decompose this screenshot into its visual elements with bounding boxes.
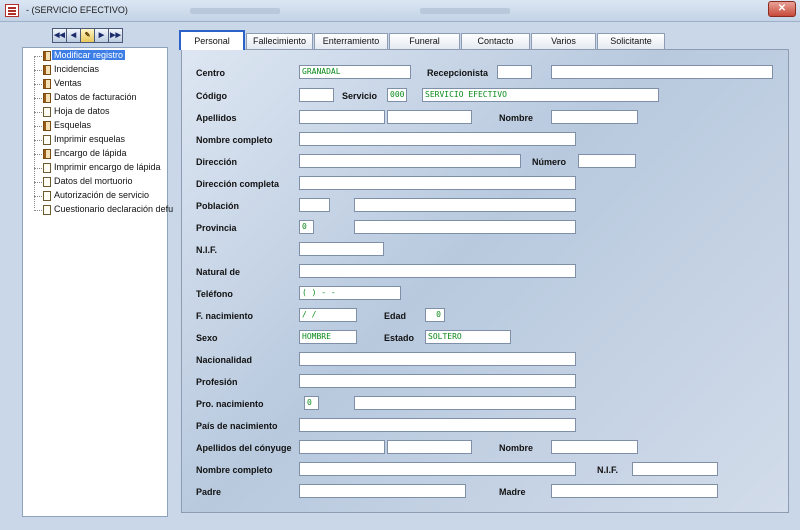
recepcionista-label: Recepcionista <box>427 68 489 78</box>
tree-item-label: Encargo de lápida <box>54 148 127 158</box>
servicio-name-field[interactable]: SERVICIO EFECTIVO <box>422 88 659 102</box>
document-icon <box>43 205 51 215</box>
nombre-completo-label: Nombre completo <box>196 135 273 145</box>
direccion-completa-field[interactable] <box>299 176 576 190</box>
main-panel <box>176 28 792 518</box>
tree-item[interactable] <box>23 49 169 63</box>
tree-item[interactable] <box>23 77 169 91</box>
nif-conyuge-label: N.I.F. <box>597 465 619 475</box>
tree-item[interactable] <box>23 161 169 175</box>
document-icon <box>43 163 51 173</box>
recepcionista-name-field[interactable] <box>551 65 773 79</box>
left-panel <box>22 28 174 518</box>
tree-connector <box>34 196 42 197</box>
document-icon <box>43 177 51 187</box>
poblacion-label: Población <box>196 201 240 211</box>
tree-item[interactable] <box>23 91 169 105</box>
provincia-label: Provincia <box>196 223 237 233</box>
edad-label: Edad <box>384 311 407 321</box>
direccion-field[interactable] <box>299 154 521 168</box>
book-icon <box>43 149 51 159</box>
tree-item[interactable] <box>23 189 169 203</box>
tree-connector <box>34 210 42 211</box>
tree-connector <box>34 168 42 169</box>
numero-label: Número <box>532 157 567 167</box>
nombre-completo-conyuge-field[interactable] <box>299 462 576 476</box>
previous-record-button[interactable]: ◀ <box>66 28 81 43</box>
tree-item-label: Ventas <box>54 78 82 88</box>
document-icon <box>43 191 51 201</box>
tab-enterramiento[interactable]: Enterramiento <box>314 33 388 49</box>
natural-label: Natural de <box>196 267 241 277</box>
apellidos-conyuge-label: Apellidos del cónyuge <box>196 443 292 453</box>
nif-conyuge-field[interactable] <box>632 462 718 476</box>
tab-personal[interactable]: Personal <box>179 30 245 50</box>
tree-item-label: Datos de facturación <box>54 92 137 102</box>
provincia-code-field[interactable]: 0 <box>299 220 314 234</box>
tab-fallecimiento[interactable]: Fallecimiento <box>246 33 313 49</box>
app-icon <box>5 4 19 17</box>
natural-field[interactable] <box>299 264 576 278</box>
tree-item-label: Imprimir esquelas <box>54 134 126 144</box>
tree-item-label: Imprimir encargo de lápida <box>54 162 161 172</box>
padre-label: Padre <box>196 487 222 497</box>
tree-item[interactable] <box>23 119 169 133</box>
record-navigation <box>52 28 122 44</box>
servicio-code-field[interactable]: 000 <box>387 88 407 102</box>
blurred-title-segment <box>420 8 510 14</box>
title-bar <box>0 0 800 22</box>
close-button[interactable]: ✕ <box>768 1 796 17</box>
sexo-field[interactable]: HOMBRE <box>299 330 357 344</box>
book-icon <box>43 65 51 75</box>
centro-field[interactable]: GRANADAL <box>299 65 411 79</box>
madre-label: Madre <box>499 487 526 497</box>
pro-nacimiento-name-field[interactable] <box>354 396 576 410</box>
pais-label: País de nacimiento <box>196 421 278 431</box>
tree-connector <box>34 98 42 99</box>
pais-field[interactable] <box>299 418 576 432</box>
estado-label: Estado <box>384 333 415 343</box>
apellido2-field[interactable] <box>387 110 472 124</box>
tab-contacto[interactable]: Contacto <box>461 33 530 49</box>
document-icon <box>43 135 51 145</box>
direccion-label: Dirección <box>196 157 238 167</box>
next-record-button[interactable]: ▶ <box>94 28 109 43</box>
tree-item[interactable] <box>23 133 169 147</box>
estado-field[interactable]: SOLTERO <box>425 330 511 344</box>
servicio-label: Servicio <box>342 91 378 101</box>
tree-item-label: Hoja de datos <box>54 106 110 116</box>
apellido1-field[interactable] <box>299 110 385 124</box>
nombre-field[interactable] <box>551 110 638 124</box>
nombre-conyuge-label: Nombre <box>499 443 534 453</box>
first-record-button[interactable]: ◀◀ <box>52 28 67 43</box>
padre-field[interactable] <box>299 484 466 498</box>
nombre-label: Nombre <box>499 113 534 123</box>
tree-item[interactable] <box>23 147 169 161</box>
codigo-field[interactable] <box>299 88 334 102</box>
apellidos-label: Apellidos <box>196 113 237 123</box>
profesion-label: Profesión <box>196 377 238 387</box>
nif-label: N.I.F. <box>196 245 218 255</box>
nif-field[interactable] <box>299 242 384 256</box>
tab-funeral[interactable]: Funeral <box>389 33 460 49</box>
recepcionista-code-field[interactable] <box>497 65 532 79</box>
blurred-title-segment <box>190 8 280 14</box>
provincia-name-field[interactable] <box>354 220 576 234</box>
apellido1-conyuge-field[interactable] <box>299 440 385 454</box>
tree-connector <box>34 126 42 127</box>
tree-connector <box>34 182 42 183</box>
poblacion-code-field[interactable] <box>299 198 330 212</box>
nombre-completo-conyuge-label: Nombre completo <box>196 465 273 475</box>
tree-item[interactable] <box>23 203 174 217</box>
tree-item-label: Datos del mortuorio <box>54 176 133 186</box>
edad-field[interactable]: 0 <box>425 308 445 322</box>
book-icon <box>43 51 51 61</box>
tree-connector <box>34 56 42 57</box>
tab-solicitante[interactable]: Solicitante <box>597 33 665 49</box>
tree-item[interactable] <box>23 105 169 119</box>
profesion-field[interactable] <box>299 374 576 388</box>
tree-item-label: Autorización de servicio <box>54 190 150 200</box>
nacionalidad-field[interactable] <box>299 352 576 366</box>
window-title: - (SERVICIO EFECTIVO) <box>26 5 128 15</box>
numero-field[interactable] <box>578 154 636 168</box>
direccion-completa-label: Dirección completa <box>196 179 280 189</box>
poblacion-name-field[interactable] <box>354 198 576 212</box>
personal-form <box>181 49 789 513</box>
tree-item[interactable] <box>23 175 169 189</box>
nombre-completo-field[interactable] <box>299 132 576 146</box>
actions-tree <box>22 47 174 517</box>
tree-item-label: Esquelas <box>54 120 92 130</box>
nacionalidad-label: Nacionalidad <box>196 355 253 365</box>
edit-record-button[interactable]: ✎ <box>80 28 95 43</box>
f-nacimiento-label: F. nacimiento <box>196 311 254 321</box>
tree-item-label: Modificar registro <box>54 50 124 60</box>
pro-nacimiento-code-field[interactable]: 0 <box>304 396 319 410</box>
tree-connector <box>34 140 42 141</box>
madre-field[interactable] <box>551 484 718 498</box>
pro-nacimiento-label: Pro. nacimiento <box>196 399 264 409</box>
centro-label: Centro <box>196 68 225 78</box>
tree-connector <box>34 70 42 71</box>
tree-item-label: Incidencias <box>54 64 100 74</box>
last-record-button[interactable]: ▶▶ <box>108 28 123 43</box>
book-icon <box>43 121 51 131</box>
apellido2-conyuge-field[interactable] <box>387 440 472 454</box>
telefono-label: Teléfono <box>196 289 233 299</box>
tree-connector <box>34 154 42 155</box>
sexo-label: Sexo <box>196 333 218 343</box>
book-icon <box>43 79 51 89</box>
codigo-label: Código <box>196 91 227 101</box>
tree-connector <box>34 112 42 113</box>
tree-connector <box>34 84 42 85</box>
document-icon <box>43 107 51 117</box>
telefono-field[interactable]: ( ) - - <box>299 286 401 300</box>
book-icon <box>43 93 51 103</box>
tree-item-label: Cuestionario declaración defu <box>54 204 174 214</box>
tab-varios[interactable]: Varios <box>531 33 596 49</box>
f-nacimiento-field[interactable]: / / <box>299 308 357 322</box>
tree-item[interactable] <box>23 63 169 77</box>
nombre-conyuge-field[interactable] <box>551 440 638 454</box>
